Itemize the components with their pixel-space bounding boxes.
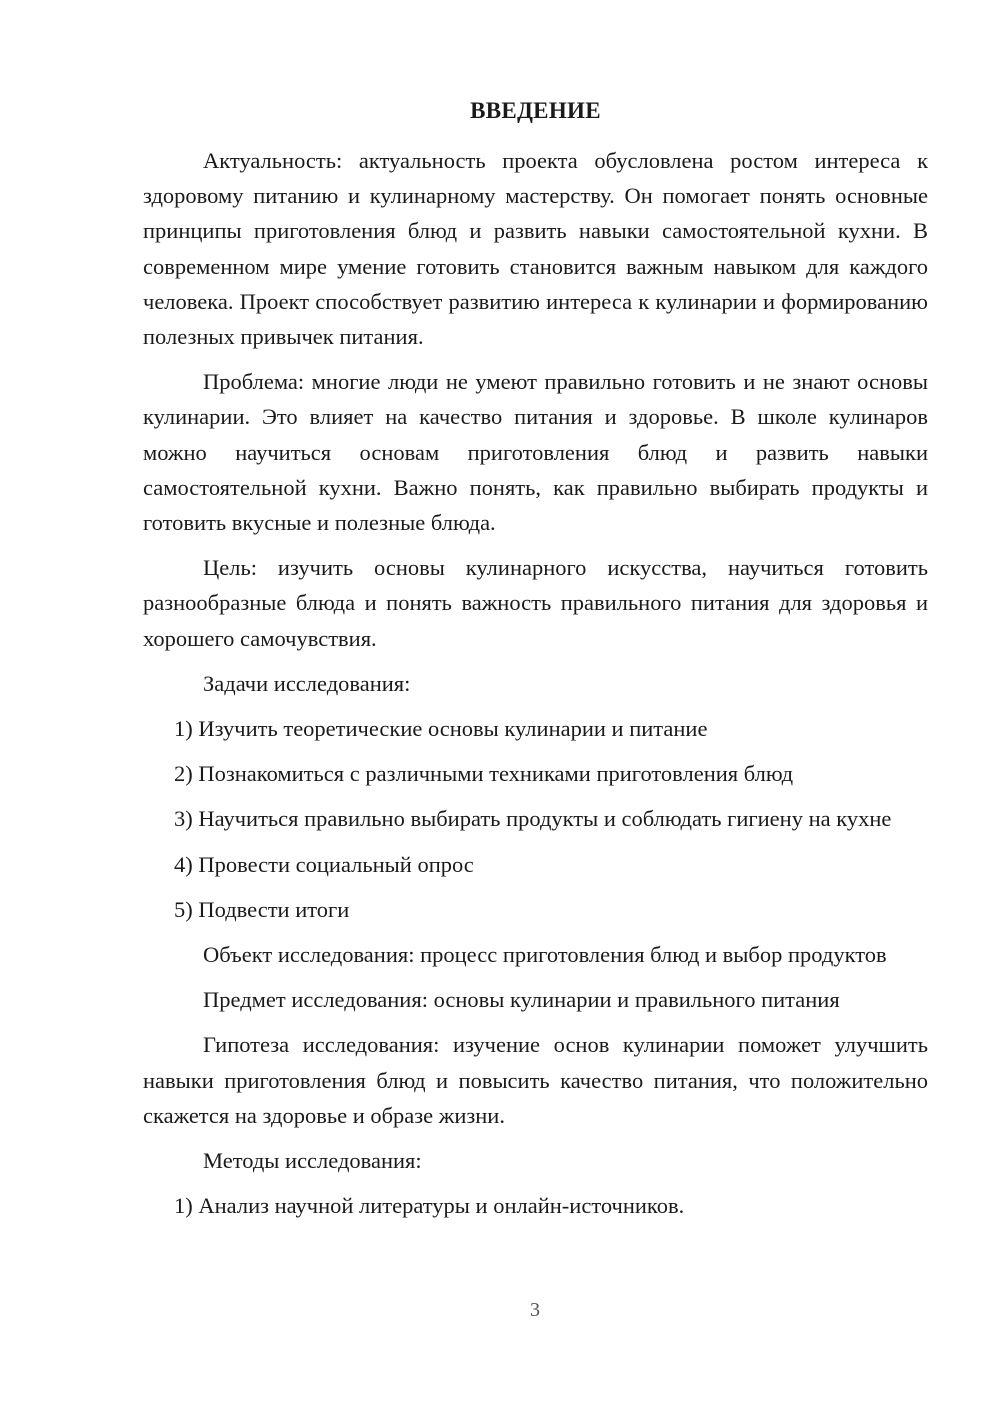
task-item: 3) Научиться правильно выбирать продукты и соблюдать гигиену на кухне — [174, 806, 892, 832]
tasks-heading: Задачи исследования: — [203, 670, 411, 696]
paragraph-hypothesis: Гипотеза исследования: изучение основ кулинарии поможет улучшить навыки приготовления блюд и повысить качество питания, что положительно скажется на здоровье и образе жизни. — [143, 1032, 928, 1128]
task-item: 1) Изучить теоретические основы кулинарии и питание — [174, 716, 708, 742]
method-item: 1) Анализ научной литературы и онлайн-источников. — [174, 1193, 685, 1219]
page-title: ВВЕДЕНИЕ — [470, 98, 601, 123]
task-item: 4) Провести социальный опрос — [174, 851, 474, 877]
paragraph-problem: Проблема: многие люди не умеют правильно готовить и не знают основы кулинарии. Это влияет на качество питания и здоровье. В школе кулинаров можно научиться основам приготовления блюд и развить навыки самостоятельной кухни. Важно понять, как правильно выбирать продукты и готовить вкусные и полезные блюда. — [143, 369, 928, 536]
methods-heading: Методы исследования: — [203, 1148, 422, 1174]
page-number: 3 — [530, 1299, 540, 1321]
paragraph-object: Объект исследования: процесс приготовления блюд и выбор продуктов — [203, 942, 887, 968]
paragraph-subject: Предмет исследования: основы кулинарии и правильного питания — [203, 987, 840, 1013]
paragraph-goal: Цель: изучить основы кулинарного искусства, научиться готовить разнообразные блюда и понять важность правильного питания для здоровья и хорошего самочувствия. — [143, 555, 928, 651]
paragraph-relevance: Актуальность: актуальность проекта обусловлена ростом интереса к здоровому питанию и кулинарному мастерству. Он помогает понять основные принципы приготовления блюд и развить навыки самостоятельной кухни. В современном мире умение готовить становится важным навыком для каждого человека. Проект способствует развитию интереса к кулинарии и формированию полезных привычек питания. — [143, 148, 928, 350]
task-item: 2) Познакомиться с различными техниками приготовления блюд — [174, 761, 794, 787]
document-body — [143, 143, 928, 1233]
task-item: 5) Подвести итоги — [174, 896, 350, 922]
